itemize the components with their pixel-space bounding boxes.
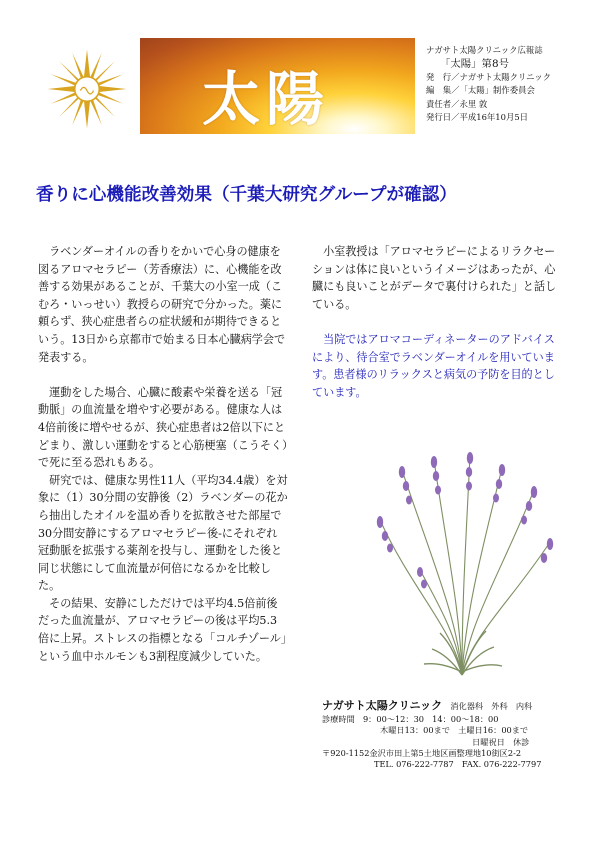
clinic-footer: [322, 700, 595, 770]
masthead-title: 太陽: [202, 65, 331, 133]
article-right-column: [312, 243, 559, 401]
clinic-note: 当院ではアロマコーディネーターのアドバイスにより、待合室でラベンダーオイルを用いています。患者様のリラックスと病気の予防を目的としています。: [312, 332, 555, 399]
publication-name: ナガサト太陽クリニック広報誌: [426, 45, 543, 55]
lavender-illustration: [362, 450, 562, 680]
clinic-tel-fax: TEL. 076-222-7787 FAX. 076-222-7797: [374, 759, 542, 770]
clinic-name: ナガサト太陽クリニック: [322, 700, 443, 712]
article-paragraph: 運動をした場合、心臓に酸素や栄養を送る「冠動脈」の血流量を増やす必要がある。健康な人は4倍前後に増やせるが、狭心症患者は2倍以下にとどまり、激しい運動をすると心筋梗塞（こうそく）で死に至る恐れもある。: [38, 385, 288, 470]
responsible-person: 責任者／永里 敦: [426, 98, 488, 109]
hours-sub: 木曜日13：00まで 土曜日16：00まで: [380, 725, 529, 736]
clinic-address: 〒920-1152金沢市田上第5土地区画整理地10街区2-2: [322, 747, 522, 758]
sun-logo-icon: [46, 48, 128, 130]
article-paragraph: ラベンダーオイルの香りをかいで心身の健康を図るアロマセラピー（芳香療法）に、心機能を改善する効果があることが、千葉大の小室一成（こむろ・いっせい）教授らの研究で分かった。薬に頼らず、狭心症患者らの症状緩和が期待できるという。13日から京都市で始まる日本心臓病学会で発表する。: [38, 245, 286, 364]
publisher: 発 行／ナガサト太陽クリニック: [426, 72, 551, 83]
editor: 編 集／「太陽」制作委員会: [426, 85, 535, 96]
article-left-column: [38, 243, 288, 665]
article-paragraph: 研究では、健康な男性11人（平均34.4歳）を対象に（1）30分間の安静後（2）ラベンダーの花から抽出したオイルを温め香りを拡散させた部屋で30分間安静にするアロマセラピー後-にそれぞれ冠動脈を拡張する薬剤を投与し、運動をした後と同じ状態にして血流量が何倍になるかを比較した。: [38, 473, 288, 593]
publication-info: [426, 44, 591, 124]
article-paragraph: 小室教授は「アロマセラピーによるリラクセーションは体に良いというイメージはあったが、心臓にも良いことがデータで裏付けられた」と話している。: [312, 245, 557, 311]
clinic-departments: 消化器科 外科 内科: [450, 701, 533, 711]
article-paragraph: その結果、安静にしただけでは平均4.5倍前後だった血流量が、アロマセラピーの後は平均5.3倍に上昇。ストレスの指標となる「コルチゾール」という血中ホルモンも3割程度減少していた。: [38, 596, 287, 663]
masthead-banner: [140, 38, 415, 134]
hours-label: 診療時間: [322, 714, 355, 725]
article-headline: 香りに心機能改善効果（千葉大研究グループが確認）: [36, 185, 457, 205]
hours-main: 9：00～12：30 14：00～18：00: [362, 714, 499, 725]
holidays: 日曜祝日 休診: [472, 736, 530, 747]
issue-date: 発行日／平成16年10月5日: [426, 111, 529, 122]
issue-number: 「太陽」第8号: [440, 58, 509, 71]
